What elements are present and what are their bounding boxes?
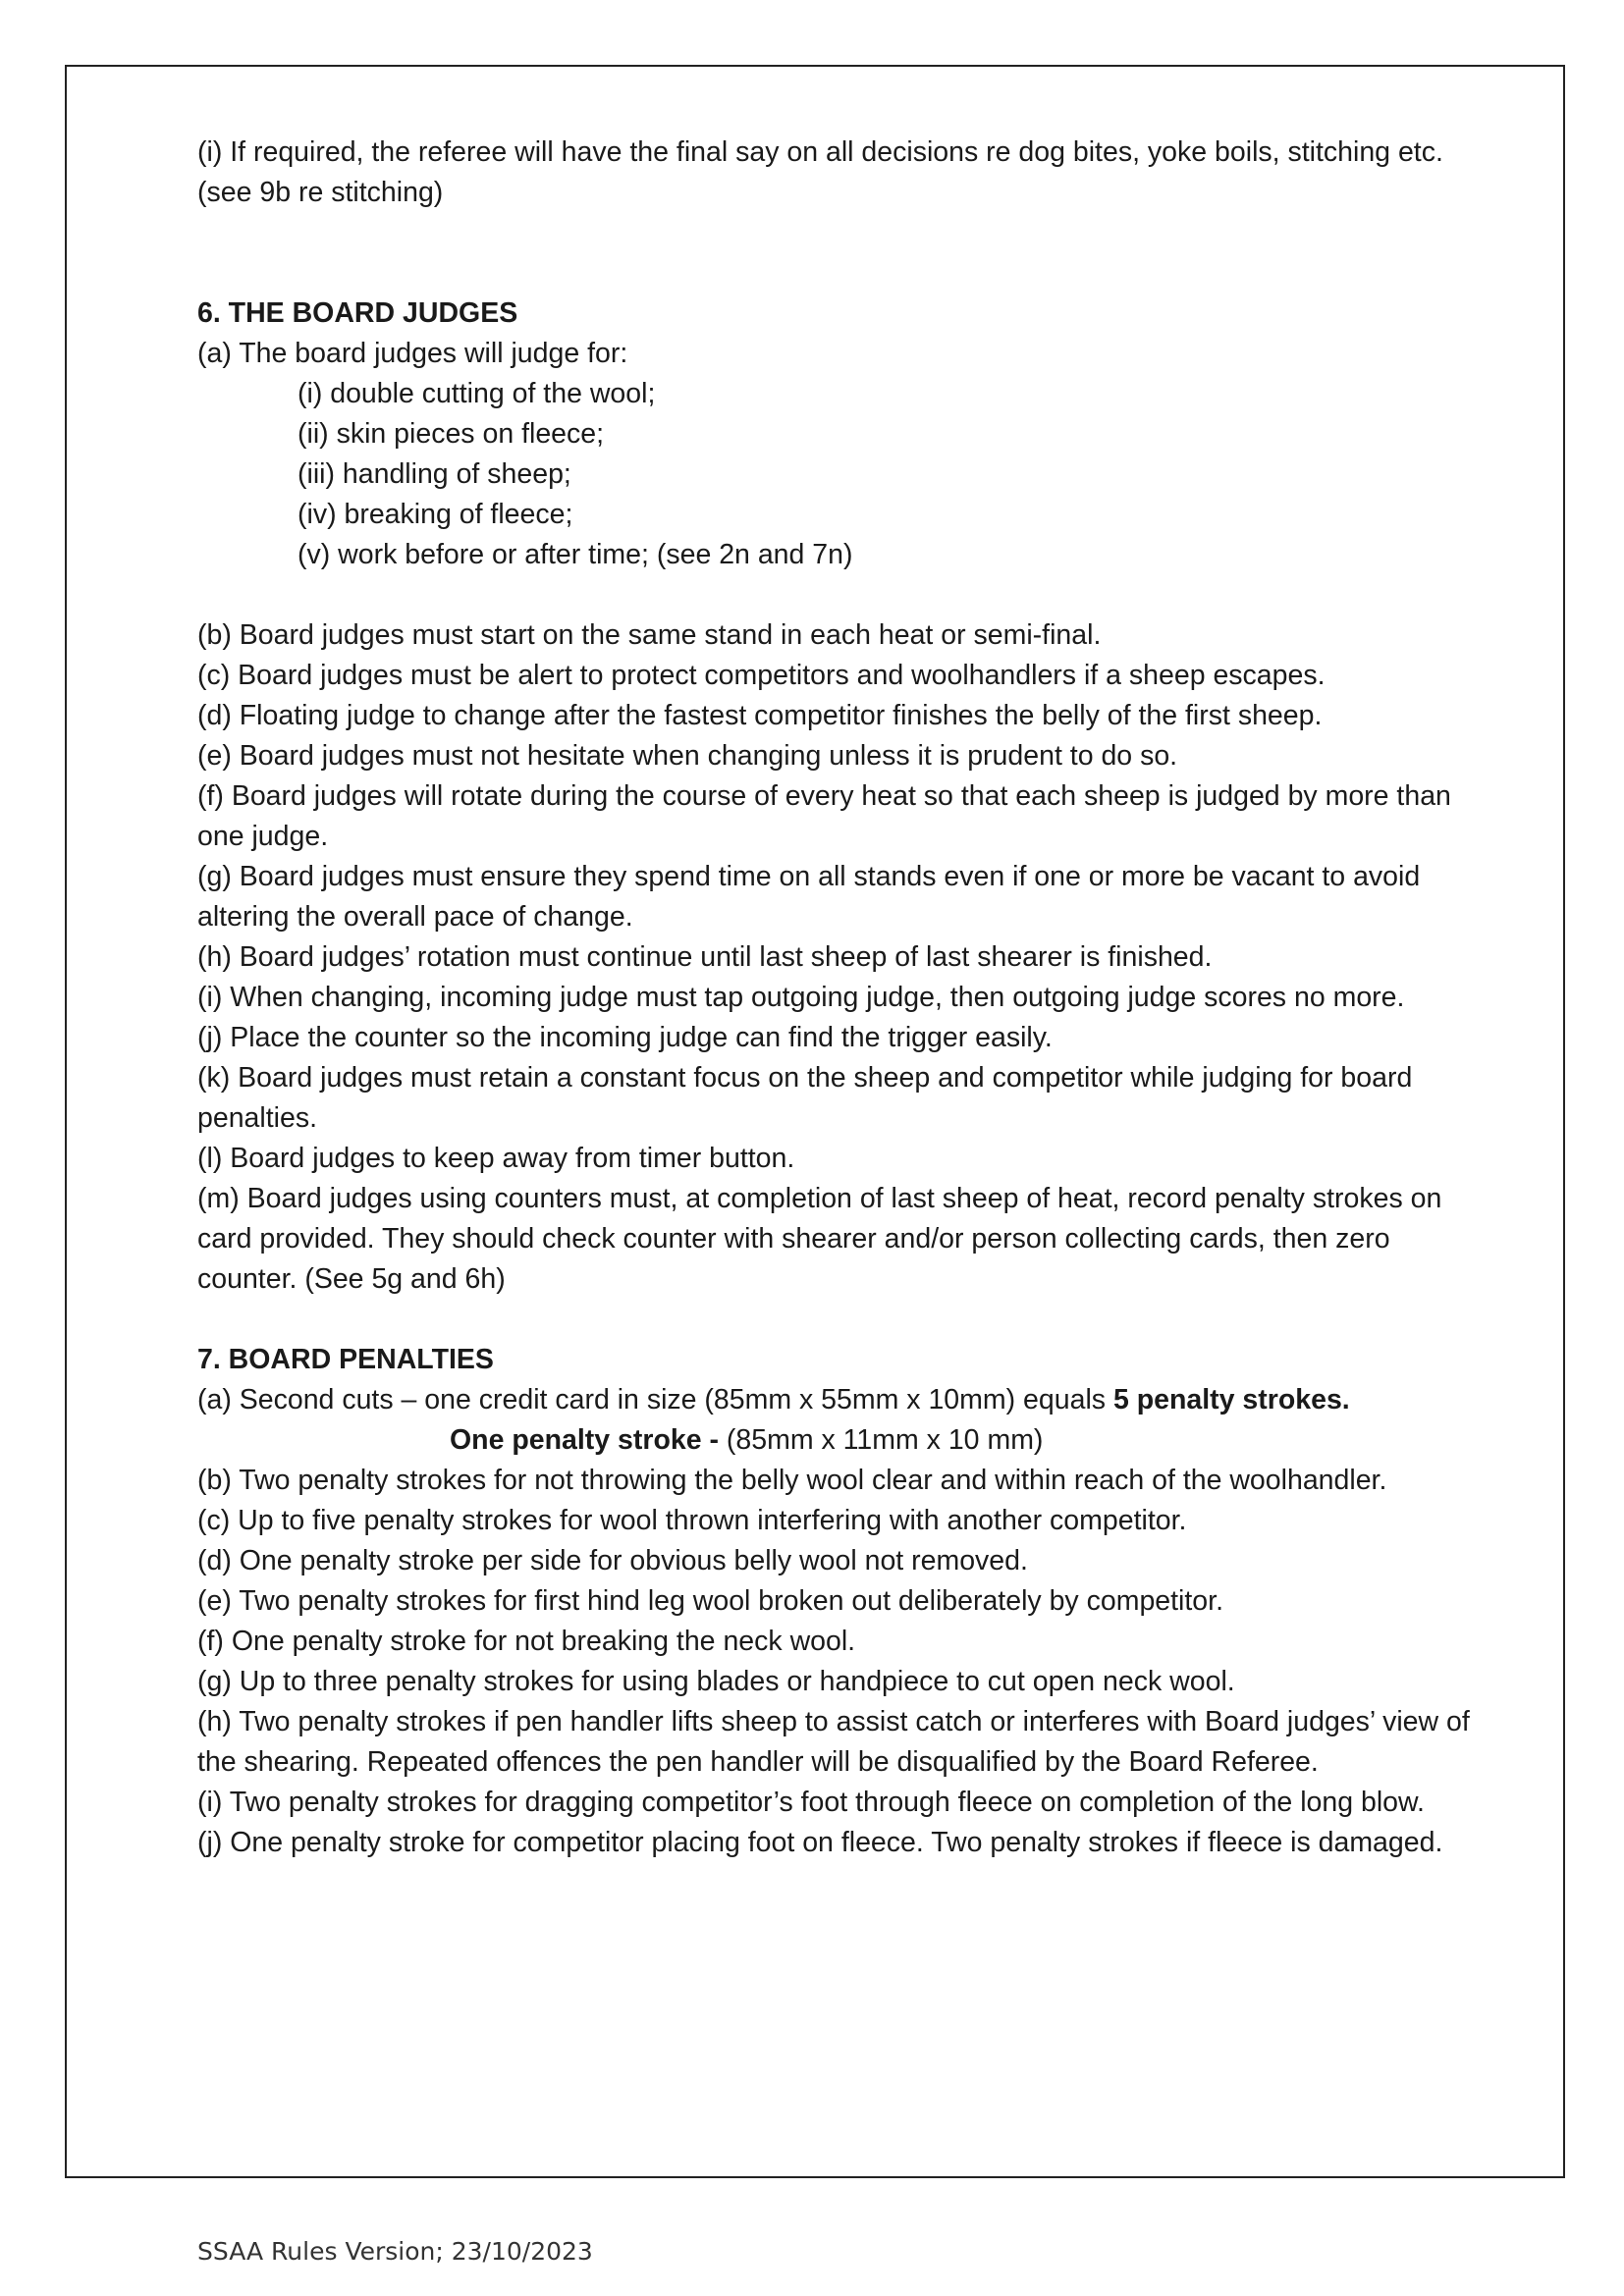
rule-7b-paragraph: (b) Two penalty strokes for not throwing the belly wool clear and within reach of the woolhandler.: [197, 1465, 1387, 1496]
rule-6h-paragraph: (h) Board judges’ rotation must continue until last sheep of last shearer is finished.: [197, 941, 1213, 973]
rule-7f-paragraph: (f) One penalty stroke for not breaking the neck wool.: [197, 1626, 856, 1657]
footer-version: SSAA Rules Version; 23/10/2023: [197, 2237, 593, 2266]
rule-6l-paragraph: (l) Board judges to keep away from timer button.: [197, 1143, 795, 1174]
rule-7d-paragraph: (d) One penalty stroke per side for obvious belly wool not removed.: [197, 1545, 1028, 1576]
rule-7h-paragraph: (h) Two penalty strokes if pen handler lifts sheep to assist catch or interferes with Board judges’ view of the shearing. Repeated offences the pen handler will be disqualified by the Board Referee.: [197, 1706, 1470, 1778]
rule-6k-paragraph: (k) Board judges must retain a constant focus on the sheep and competitor while judging for board penalties.: [197, 1062, 1413, 1134]
one-penalty-stroke-size: (85mm x 11mm x 10 mm): [726, 1424, 1044, 1456]
rule-6a-sub-iii: (iii) handling of sheep;: [298, 458, 571, 490]
rule-7a-text: (a) Second cuts – one credit card in size (85mm x 55mm x 10mm) equals: [197, 1384, 1113, 1415]
rule-6a-sub-ii: (ii) skin pieces on fleece;: [298, 418, 605, 450]
section-7-heading: 7. BOARD PENALTIES: [197, 1344, 494, 1375]
rule-6d-paragraph: (d) Floating judge to change after the fastest competitor finishes the belly of the first sheep.: [197, 700, 1323, 731]
rule-6a-sub-v: (v) work before or after time; (see 2n and 7n): [298, 539, 853, 570]
rule-7a-bold: 5 penalty strokes.: [1112, 1384, 1350, 1415]
rule-6f-paragraph: (f) Board judges will rotate during the course of every heat so that each sheep is judged by more than one judge.: [197, 780, 1451, 852]
rule-7j-paragraph: (j) One penalty stroke for competitor placing foot on fleece. Two penalty strokes if fleece is damaged.: [197, 1827, 1443, 1858]
section-6-heading: 6. THE BOARD JUDGES: [197, 297, 518, 329]
document-body: [197, 133, 1474, 1863]
rule-7i-paragraph: (i) Two penalty strokes for dragging competitor’s foot through fleece on completion of the long blow.: [197, 1787, 1425, 1818]
rule-5i-paragraph: (i) If required, the referee will have the final say on all decisions re dog bites, yoke boils, stitching etc. (see 9b re stitching): [197, 136, 1443, 208]
rule-6j-paragraph: (j) Place the counter so the incoming judge can find the trigger easily.: [197, 1022, 1053, 1053]
rule-6m-paragraph: (m) Board judges using counters must, at completion of last sheep of heat, record penalty strokes on card provided. They should check counter with shearer and/or person collecting cards, then zero counter. (See 5g and 6h): [197, 1183, 1442, 1295]
rule-6i-paragraph: (i) When changing, incoming judge must tap outgoing judge, then outgoing judge scores no more.: [197, 982, 1405, 1013]
rule-6a-sub-i: (i) double cutting of the wool;: [298, 378, 656, 409]
rule-6b-paragraph: (b) Board judges must start on the same stand in each heat or semi-final.: [197, 619, 1102, 651]
rule-6a-paragraph: (a) The board judges will judge for:: [197, 338, 628, 369]
rule-7e-paragraph: (e) Two penalty strokes for first hind leg wool broken out deliberately by competitor.: [197, 1585, 1223, 1617]
rule-6a-sub-iv: (iv) breaking of fleece;: [298, 499, 573, 530]
one-penalty-stroke-line: [197, 1420, 1474, 1461]
one-penalty-stroke-label: One penalty stroke -: [450, 1424, 727, 1456]
rule-6e-paragraph: (e) Board judges must not hesitate when changing unless it is prudent to do so.: [197, 740, 1178, 772]
rule-7c-paragraph: (c) Up to five penalty strokes for wool thrown interfering with another competitor.: [197, 1505, 1187, 1536]
rule-6c-paragraph: (c) Board judges must be alert to protect competitors and woolhandlers if a sheep escapes.: [197, 660, 1326, 691]
rule-7a-paragraph: [197, 1380, 1474, 1420]
rule-6g-paragraph: (g) Board judges must ensure they spend time on all stands even if one or more be vacant to avoid altering the overall pace of change.: [197, 861, 1421, 933]
rule-7g-paragraph: (g) Up to three penalty strokes for using blades or handpiece to cut open neck wool.: [197, 1666, 1235, 1697]
